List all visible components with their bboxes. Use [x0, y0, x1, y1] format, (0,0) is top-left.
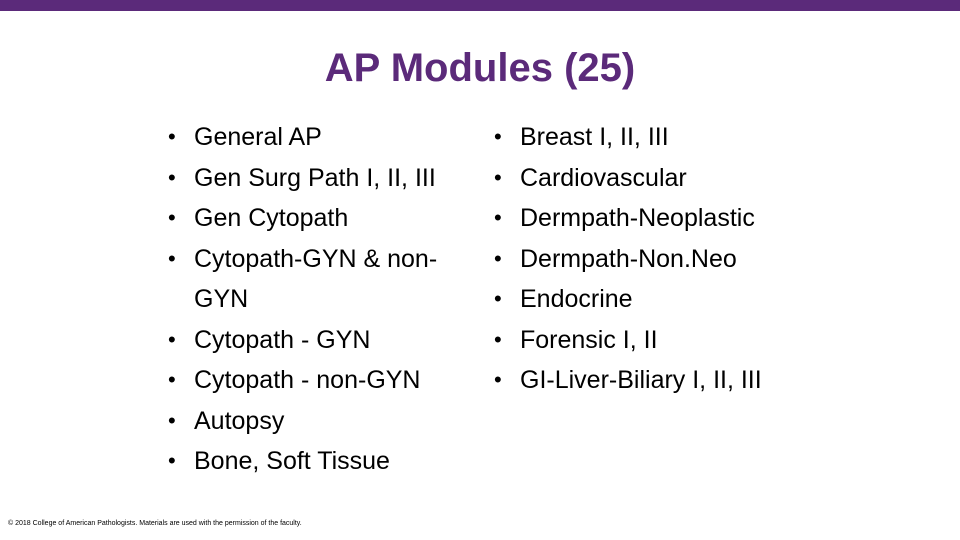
- bullet-icon: •: [168, 205, 176, 230]
- list-item: [494, 360, 824, 401]
- list-item: [494, 158, 824, 199]
- top-accent-bar: [0, 0, 960, 11]
- list-item: [168, 198, 488, 239]
- module-label: Forensic I, II: [520, 325, 658, 354]
- bullet-icon: •: [494, 245, 502, 271]
- module-label: Cytopath - non-GYN: [194, 366, 421, 394]
- list-item: [494, 239, 824, 280]
- copyright-footer: © 2018 College of American Pathologists. Materials are used with the permission of the faculty.: [8, 520, 302, 527]
- bullet-icon: •: [168, 367, 176, 392]
- list-item: [168, 360, 488, 401]
- module-label: Gen Surg Path I, II, III: [194, 163, 436, 192]
- module-label: Breast I, II, III: [520, 123, 669, 151]
- bullet-icon: •: [494, 286, 502, 311]
- list-item: [168, 441, 488, 482]
- right-module-list: [494, 117, 824, 401]
- module-label: Cardiovascular: [520, 163, 687, 192]
- list-item: [494, 117, 824, 158]
- module-label: Dermpath-Non.Neo: [520, 244, 737, 273]
- bullet-icon: •: [168, 124, 176, 149]
- module-label: GI-Liver-Biliary I, II, III: [520, 366, 762, 394]
- module-label: Cytopath - GYN: [194, 325, 371, 354]
- bullet-icon: •: [494, 326, 502, 352]
- list-item: [494, 198, 824, 239]
- left-module-list: [168, 117, 488, 482]
- list-item: [494, 279, 824, 320]
- bullet-icon: •: [494, 205, 502, 230]
- bullet-icon: •: [168, 326, 176, 352]
- list-item: [168, 320, 488, 361]
- slide-title: AP Modules (25): [324, 46, 636, 90]
- module-label: Endocrine: [520, 285, 633, 313]
- list-item: [168, 401, 488, 442]
- module-label: General AP: [194, 123, 322, 151]
- module-label: Gen Cytopath: [194, 204, 349, 232]
- bullet-icon: •: [168, 245, 176, 271]
- bullet-icon: •: [168, 407, 176, 433]
- bullet-icon: •: [494, 367, 502, 392]
- bullet-icon: •: [494, 164, 502, 190]
- bullet-icon: •: [168, 448, 176, 473]
- list-item: [168, 158, 488, 199]
- list-item: [494, 320, 824, 361]
- module-label: Dermpath-Neoplastic: [520, 204, 755, 232]
- module-label: Bone, Soft Tissue: [194, 447, 390, 475]
- module-label: Cytopath-GYN & non-GYN: [194, 244, 438, 313]
- list-item: [168, 117, 488, 158]
- bullet-icon: •: [494, 124, 502, 149]
- list-item: [168, 239, 488, 320]
- bullet-icon: •: [168, 164, 176, 190]
- module-label: Autopsy: [194, 406, 285, 435]
